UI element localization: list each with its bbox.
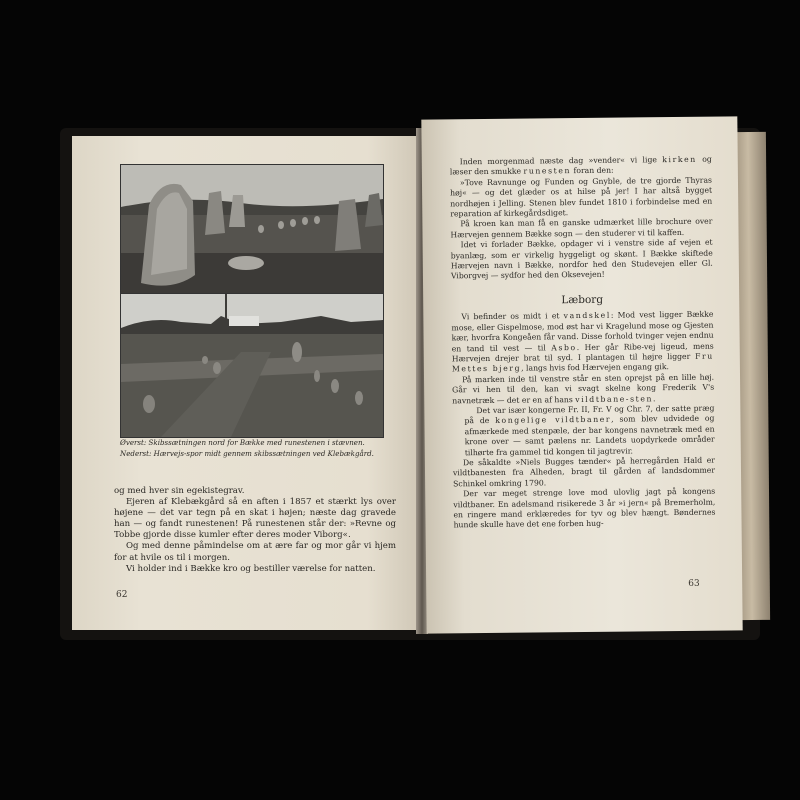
spaced-word: kongelige vildtbaner: [495, 415, 612, 426]
paragraph: [451, 310, 714, 375]
text-line: og med hver sin egekistegrav.: [114, 486, 245, 496]
paragraph: Vi holder ind i Bække kro og bestiller værelse for natten.: [126, 563, 376, 574]
text-run: . Her går Ribe-vej ligeud, mens Hærvejen drejer brat til syd. I plantagen til højre ligger: [451, 341, 714, 364]
track-illustration: [121, 294, 383, 437]
inscription-paragraph: »Tove Ravnunge og Funden og Gnyble, de tre gjorde Thyras høj« — og det glæder os at hilse på jer! I har altså bygget nordhøjen i Jelling. Stenen blev fundet 1810 i forbindelse med en reparation af kirkegårdsdiget.: [450, 175, 713, 219]
spaced-word: kirken: [662, 154, 697, 165]
text-run: På marken inde til venstre står en sten oprejst på en lille høj. Går vi hen til den, kan vi svagt skelne kong Frederik V's navnetræk — det er en af hans: [452, 372, 715, 405]
paragraph: Der var meget strenge love mod ulovlig jagt på kongens vildtbaner. En adelsmand risikerede 3 år »i jern« på Bremerholm, en ringere mand erklæredes for tyv og blev hængt. Bøndernes hunde skulle have det ene forben hug-: [453, 486, 716, 530]
text-run: : Mod vest ligger Bække mose, eller Gispelmose, mod øst har vi Kragelund mose og Gjesten kær, hvorfra Kongeåen får vand. Disse forhold tvinger vejen endnu en tand til vest — til: [451, 309, 714, 353]
caption-top: Øverst: Skibssætningen nord for Bække med runestenen i stævnen.: [120, 438, 365, 447]
text-run: Inden morgenmad næste dag »vender« vi lige: [459, 155, 663, 167]
text-run: , langs hvis fod Hærvejen engang gik.: [521, 362, 669, 373]
right-body-text: [450, 155, 716, 532]
left-page: [72, 136, 420, 630]
text-run: Vi befinder os midt i et: [461, 311, 564, 322]
stone-ship-illustration: [121, 165, 383, 293]
text-run: og læser den smukke: [449, 154, 712, 177]
page-number-left: 62: [116, 590, 128, 600]
paragraph: Ejeren af Klebækgård så en aften i 1857 et stærkt lys over højene — det var tegn på en skat i højen; næste dag gravede han — og fandt runestenen! På runestenen står der: »Revne og Tobbe gjorde disse kumler efter deres moder Viborg«.: [114, 497, 396, 541]
section-heading: Læborg: [561, 293, 604, 307]
paragraph: [450, 155, 712, 179]
spaced-word: runesten: [523, 166, 572, 177]
spaced-word: vildtbane-sten: [575, 393, 654, 404]
left-body-text: [114, 486, 396, 575]
page-number-right: 63: [688, 578, 700, 589]
indented-paragraph: [452, 404, 715, 459]
paragraph: Idet vi forlader Bække, opdager vi i venstre side af vejen et byanlæg, som er virkelig hyggeligt og skønt. I Bække skiftede Hærvejen navn i Bække, nordfor hed den Studevejen eller Gl. Viborgvej — sydfor hed den Oksevejen!: [450, 237, 713, 281]
photo-caption: [120, 438, 382, 459]
text-run: , som blev udvidede og afmærkede med stenpæle, der bar kongens navnetræk med en krone over — samt pælens nr. Landets uopdyrkede områder tilhørte fra gammel tid kongen til jagtrevir.: [464, 413, 715, 457]
haervej-track-photo: [120, 293, 384, 438]
caption-bottom: Nederst: Hærvejs-spor midt gennem skibssætningen ved Klebækgård.: [120, 448, 374, 458]
spaced-word: Fru Mettes bjerg: [451, 351, 714, 374]
paragraph: [452, 372, 714, 406]
paragraph: På kroen kan man få en ganske udmærket lille brochure over Hærvejen gennem Bække sogn — den studerer vi til kaffen.: [450, 217, 713, 240]
text-run: foran den:: [570, 166, 614, 176]
spaced-word: vandskel: [563, 310, 611, 321]
paragraph: Og med denne påmindelse om at ære far og mor går vi hjem for at hvile os til i morgen.: [114, 541, 396, 563]
spaced-word: Asbo: [551, 342, 577, 352]
paragraph: De såkaldte »Niels Bugges tænder« på herregården Hald er vildtbanesten fra Alheden, bragt til gården af landsdommer Schinkel omkring 1790.: [452, 455, 716, 489]
photo-plate: [120, 164, 382, 436]
stone-ship-photo: [120, 164, 384, 294]
text-run: Det var især kongerne Fr. II, Fr. V og Chr. 7, der satte præg på de: [464, 403, 715, 426]
right-page: [421, 116, 742, 633]
text-run: .: [652, 393, 656, 403]
